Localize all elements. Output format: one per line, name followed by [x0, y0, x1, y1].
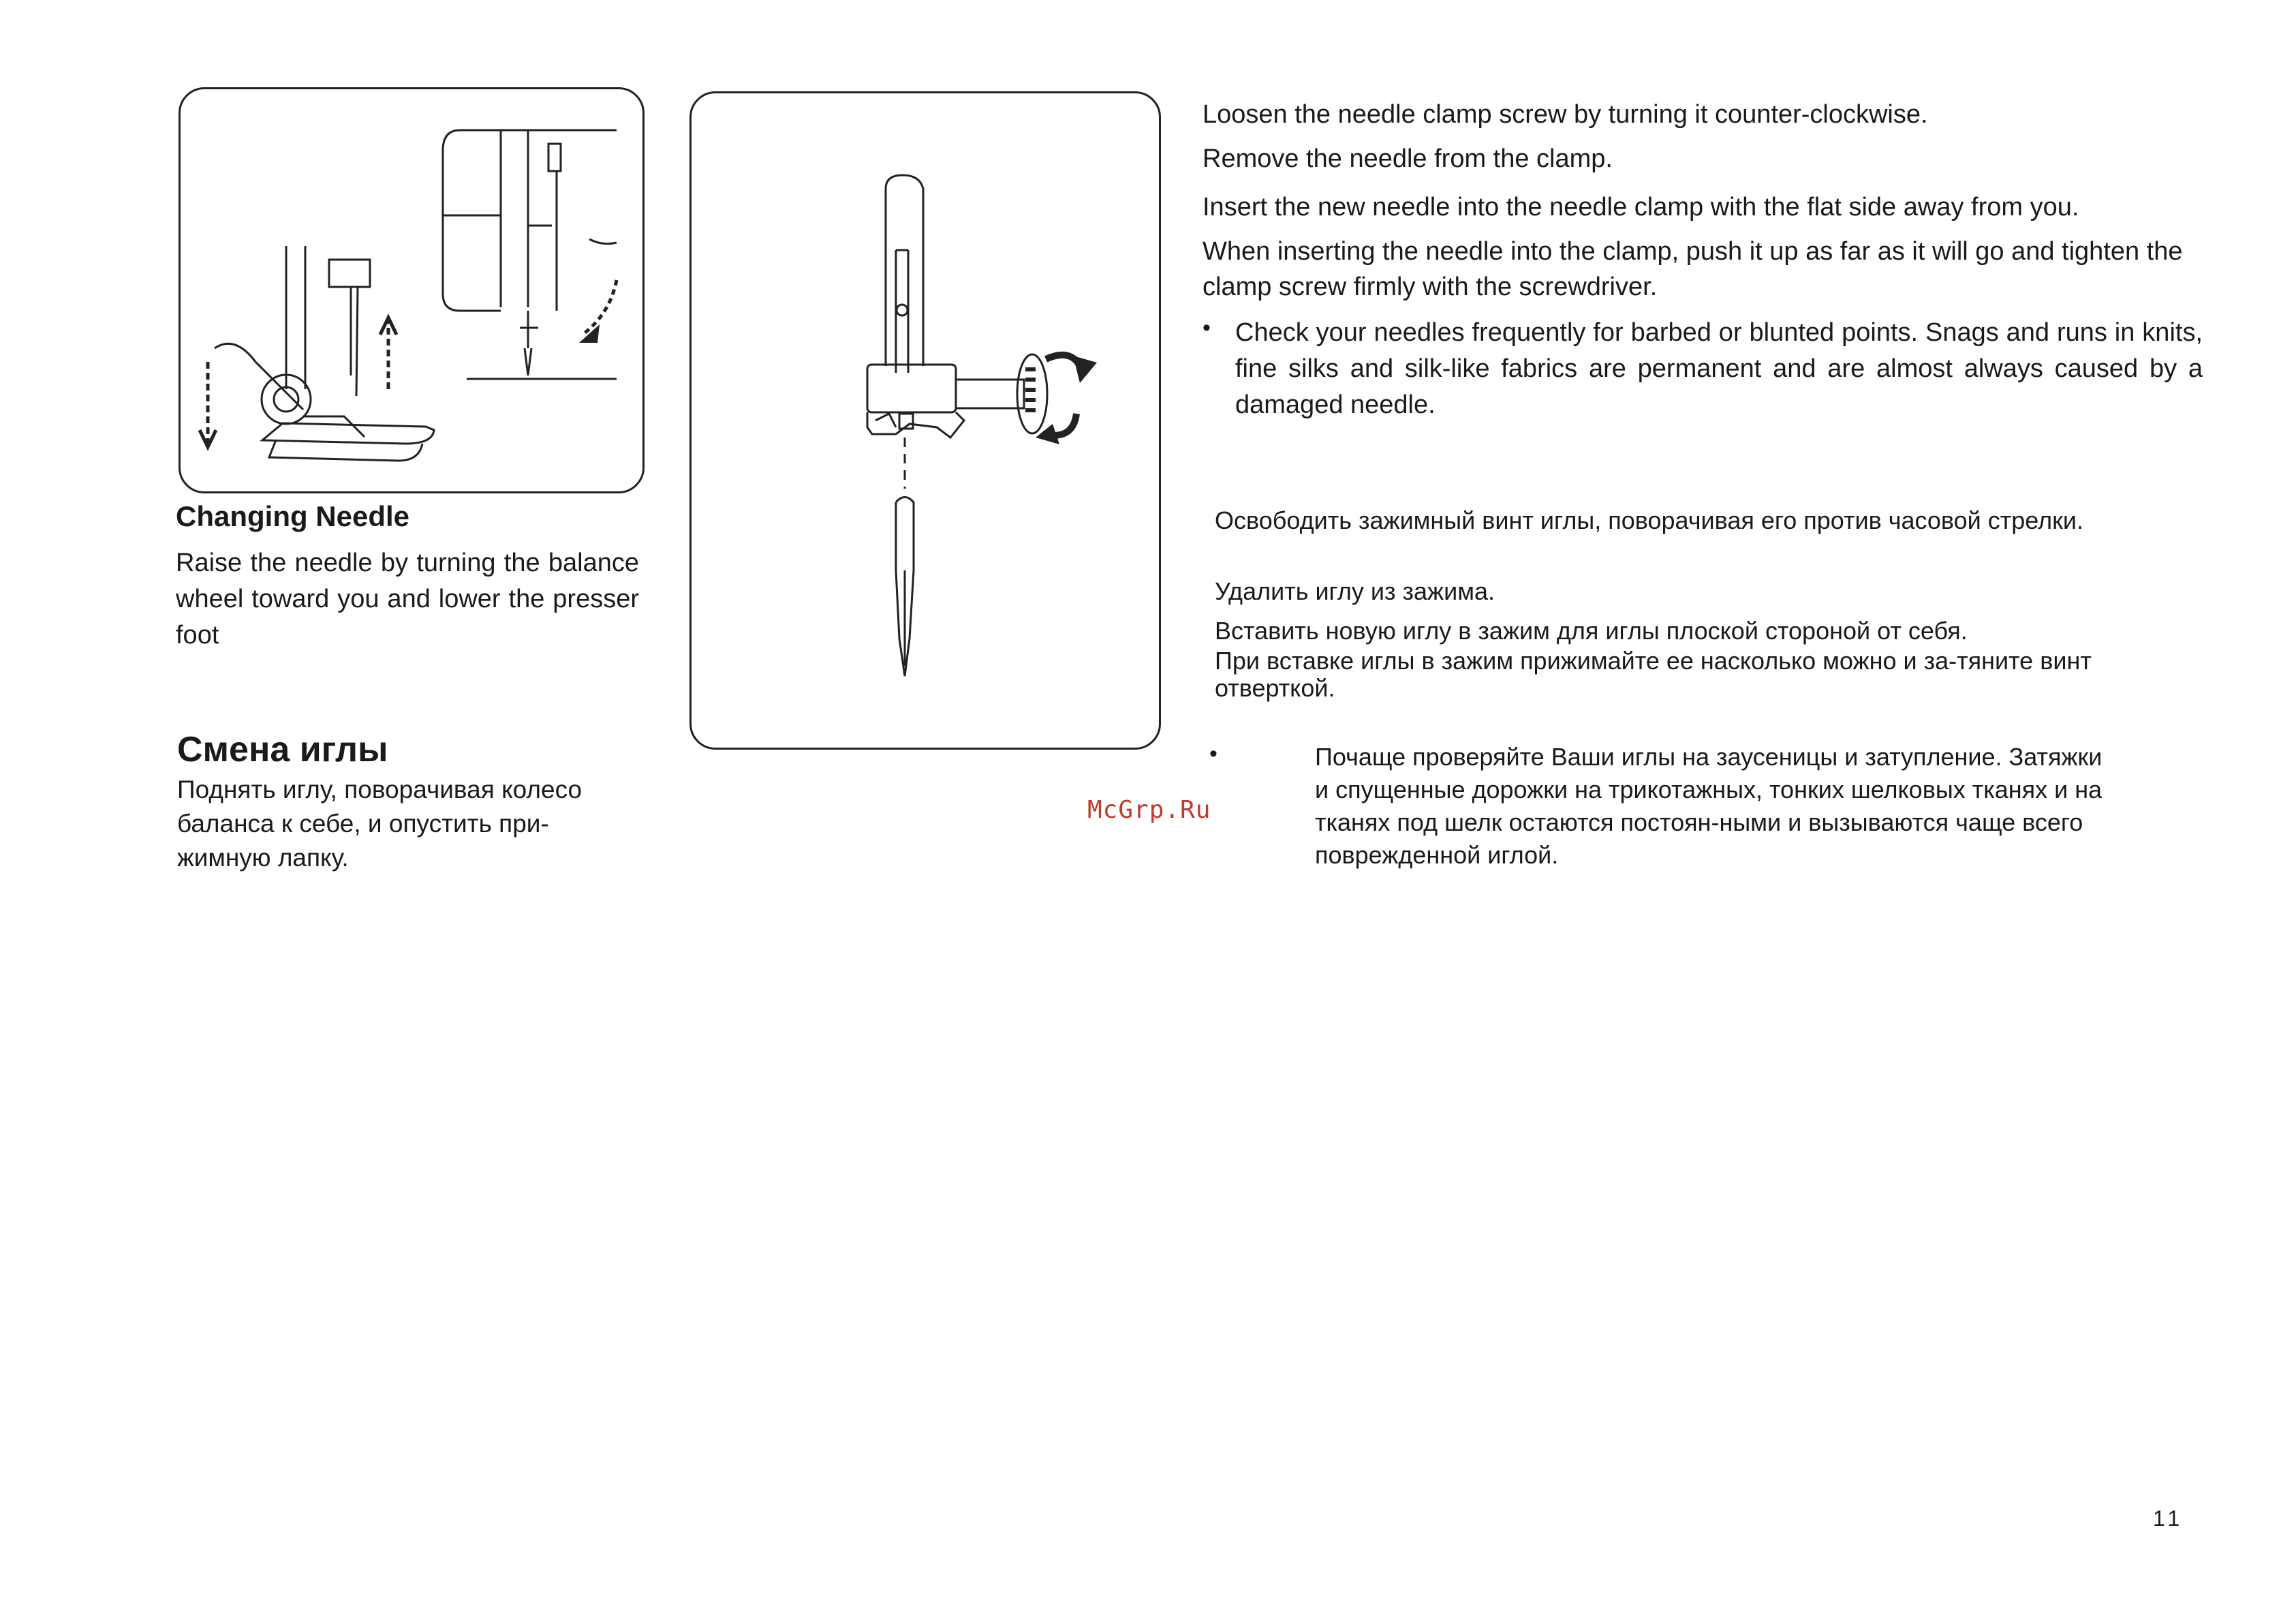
bullet-en: •: [1203, 315, 1211, 341]
needle-clamp-illustration: [692, 93, 1159, 748]
instruction-en-1: Loosen the needle clamp screw by turning it counter-clockwise.: [1203, 100, 1928, 129]
instruction-ru-4: При вставке иглы в зажим прижимайте ее насколько можно и за-тяните винт отверткой.: [1215, 647, 2092, 702]
instruction-en-2: Remove the needle from the clamp.: [1203, 144, 1613, 173]
changing-needle-heading: Changing Needle: [176, 500, 410, 532]
needle-check-note-ru: Почаще проверяйте Ваши иглы на заусеницы и затупление. Затяжки и спущенные дорожки на трикотажных, тонких шелковых тканях и на тканях под шелк остаются постоян-ными и вызываются чаще всего поврежденной иглой.: [1315, 743, 2103, 869]
figure-presser-foot: [179, 87, 645, 493]
page-number: 11: [2153, 1506, 2184, 1531]
instruction-en-3: Insert the new needle into the needle clamp with the flat side away from you.: [1203, 193, 2079, 221]
bullet-ru: •: [1209, 741, 1217, 767]
figure-needle-clamp: [689, 91, 1161, 750]
changing-needle-heading-ru: Смена иглы: [177, 730, 388, 769]
instruction-ru-2: Удалить иглу из зажима.: [1215, 577, 1495, 605]
instruction-ru-3: Вставить новую иглу в зажим для иглы плоской стороной от себя.: [1215, 617, 1968, 645]
needle-check-note-en: Check your needles frequently for barbed or blunted points. Snags and runs in knits, fine silks and silk-like fabrics are permanent and are almost always caused by a damaged needle.: [1235, 318, 2203, 419]
changing-needle-text-ru: Поднять иглу, поворачивая колесо баланса к себе, и опустить при-жимную лапку.: [177, 776, 583, 872]
instruction-en-4: When inserting the needle into the clamp, push it up as far as it will go and tighten the clamp screw firmly with the screwdriver.: [1203, 237, 2183, 301]
watermark: McGrp.Ru: [1087, 796, 1211, 824]
changing-needle-text: Raise the needle by turning the balance wheel toward you and lower the presser foot: [176, 549, 639, 649]
presser-foot-illustration: [181, 89, 642, 491]
instruction-ru-1: Освободить зажимный винт иглы, поворачивая его против часовой стрелки.: [1215, 506, 2083, 534]
